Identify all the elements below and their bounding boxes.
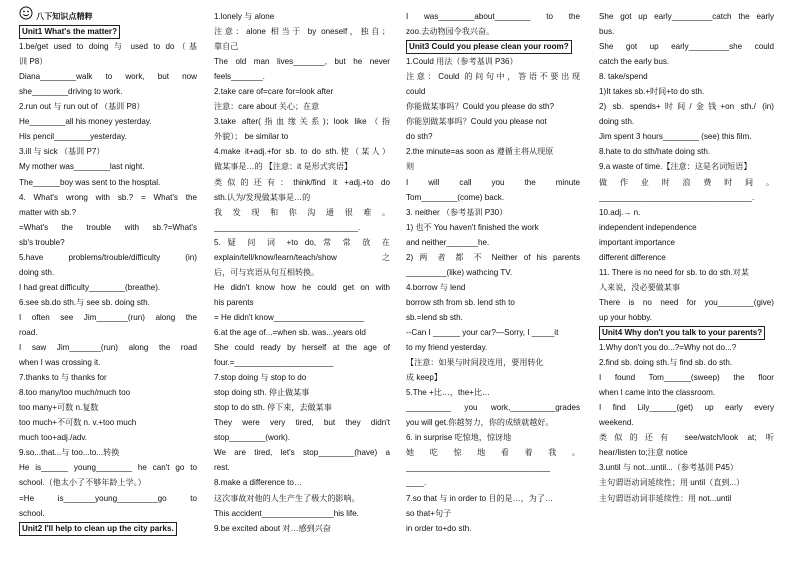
text-line bbox=[599, 114, 774, 129]
text-line-content: 1.Could 用法（参考基训 P36） bbox=[406, 57, 518, 67]
text-line bbox=[599, 39, 774, 54]
text-line-content: 4.borrow 与 lend bbox=[406, 282, 466, 292]
text-line-content: borrow sth from sb. lend sth to bbox=[406, 297, 515, 307]
text-line-content: rest. bbox=[214, 463, 230, 473]
text-line bbox=[599, 235, 774, 250]
text-line-content: She got up early_________catch the early bbox=[599, 12, 774, 21]
text-line bbox=[406, 24, 580, 39]
text-line bbox=[599, 54, 774, 69]
text-line bbox=[19, 280, 197, 295]
text-line bbox=[406, 265, 580, 280]
text-line-content: 你能别做某事吗？Could you please not bbox=[406, 117, 547, 127]
text-line bbox=[214, 114, 390, 129]
text-line-content: 8.make a difference to… bbox=[214, 478, 303, 488]
text-line bbox=[214, 54, 390, 69]
text-line-content: 1)It takes sb.+时间+to do sth. bbox=[599, 87, 705, 97]
text-line-content: --Can I ______ your car?—Sorry, I _____it bbox=[406, 327, 559, 337]
text-line-content: 类似的还有 see/watch/look at; 听 bbox=[599, 433, 774, 443]
text-line bbox=[19, 235, 197, 250]
text-line bbox=[214, 265, 390, 280]
text-line-content: His pencil________yesterday. bbox=[19, 132, 127, 142]
text-line bbox=[214, 24, 390, 39]
text-line-content: The______boy was sent to the hosptal. bbox=[19, 177, 161, 187]
text-line-content: _________(like) wathcing TV. bbox=[406, 267, 513, 277]
text-line bbox=[599, 84, 774, 99]
text-line bbox=[19, 295, 197, 310]
text-line-content: I will call you the minute bbox=[406, 177, 580, 187]
text-line-content: she________driving to work. bbox=[19, 87, 123, 97]
text-line-content: He is______ young________ he can't go to bbox=[19, 463, 197, 473]
text-line bbox=[214, 445, 390, 460]
text-line-content: They were very tired, but they didn't bbox=[214, 418, 390, 428]
text-line bbox=[214, 235, 390, 250]
text-line-content: I saw Jim_______(run) along the road bbox=[19, 343, 197, 353]
text-line bbox=[406, 310, 580, 325]
text-line bbox=[214, 415, 390, 430]
text-line-content: 我 发 现 和 你 沟 通 很 难 。 bbox=[214, 207, 390, 217]
text-line bbox=[19, 310, 197, 325]
doc-title-text: 八下知识点精粹 bbox=[36, 12, 93, 21]
text-line bbox=[19, 445, 197, 460]
text-line-content: up your hobby. bbox=[599, 312, 652, 322]
text-line bbox=[19, 415, 197, 430]
text-line bbox=[214, 175, 390, 190]
text-line-content: =He is_______young_________go to bbox=[19, 493, 197, 503]
text-line-content: sb.=lend sb sth. bbox=[406, 312, 463, 322]
text-line-content: I had great difficulty________(breathe). bbox=[19, 282, 161, 292]
text-line bbox=[19, 250, 197, 265]
text-line-content: 7.thanks to 与 thanks for bbox=[19, 373, 107, 383]
text-line-content: 2.take care of=care for=look after bbox=[214, 87, 334, 97]
text-line bbox=[19, 144, 197, 159]
text-line bbox=[406, 521, 580, 536]
text-line-content: his parents bbox=[214, 297, 254, 307]
text-line bbox=[406, 159, 580, 174]
text-line bbox=[19, 129, 197, 144]
text-line bbox=[599, 491, 774, 506]
text-line-content: This accident________________his life. bbox=[214, 508, 359, 518]
text-line bbox=[19, 460, 197, 475]
text-line bbox=[599, 69, 774, 84]
text-line-content: 10.adj.→ n. bbox=[599, 207, 641, 217]
text-line-content: doing sth. bbox=[599, 117, 635, 127]
text-line bbox=[19, 175, 197, 190]
text-line bbox=[214, 99, 390, 114]
text-line-content: 2.run out 与 run out of （基训 P8） bbox=[19, 102, 145, 112]
text-line-content: 靠自己 bbox=[214, 42, 239, 52]
text-line bbox=[599, 265, 774, 280]
text-line-content: 5.The +比…，the+比… bbox=[406, 388, 491, 398]
text-line bbox=[214, 355, 390, 370]
unit-heading-text: Unit1 What's the matter? bbox=[19, 25, 120, 39]
text-line bbox=[19, 205, 197, 220]
text-line-content: stop to do sth. 停下来，去做某事 bbox=[214, 403, 332, 413]
unit-heading bbox=[599, 325, 774, 340]
text-line bbox=[599, 385, 774, 400]
text-line bbox=[19, 39, 197, 54]
text-line-content: The old man lives_______, but he never bbox=[214, 57, 390, 67]
text-line-content: __________ you work,__________grades bbox=[406, 403, 580, 413]
text-line-content: 你能做某事吗？Could you please do sth? bbox=[406, 102, 555, 112]
text-line bbox=[214, 144, 390, 159]
text-line-content: 【注意：如果与时间段连用，要用转化 bbox=[406, 358, 544, 368]
text-line-content: There is no need for you________(give) bbox=[599, 297, 774, 307]
text-line-content: __________________________________. bbox=[599, 192, 755, 202]
text-line-content: feels_______. bbox=[214, 72, 265, 82]
text-line-content: 类似的还有：think/find it +adj.+to do bbox=[214, 177, 390, 187]
text-line bbox=[406, 190, 580, 205]
text-line-content: I often see Jim_______(run) along the bbox=[19, 312, 197, 322]
text-line-content: 9.be excited about 对…感到兴奋 bbox=[214, 523, 331, 533]
text-line-content: you will get.你越努力，你的成绩就越好。 bbox=[406, 418, 554, 428]
text-line-content: ____. bbox=[406, 478, 427, 488]
text-line-content: 7.so that 与 in order to 目的是…，为了… bbox=[406, 493, 554, 503]
text-line-content: 2.find sb. doing sth.与 find sb. do sth. bbox=[599, 358, 733, 368]
unit-heading-text: Unit2 I'll help to clean up the city parks. bbox=[19, 522, 177, 536]
text-line-content: independent independence bbox=[599, 222, 697, 232]
unit-heading-text: Unit4 Why don't you talk to your parents? bbox=[599, 326, 765, 340]
text-line-content: He didn't know how he could get on with bbox=[214, 282, 390, 292]
text-line-content: 后，可与宾语从句互相转换。 bbox=[214, 267, 320, 277]
text-line bbox=[406, 430, 580, 445]
text-line bbox=[214, 385, 390, 400]
text-line-content: weekend. bbox=[599, 418, 634, 428]
text-line-content: stop________(work). bbox=[214, 433, 291, 443]
text-line-content: 注意：care about 关心；在意 bbox=[214, 102, 320, 112]
text-line bbox=[599, 445, 774, 460]
text-line-content: and neither_______he. bbox=[406, 237, 490, 247]
text-line bbox=[406, 84, 580, 99]
text-line bbox=[19, 491, 197, 506]
text-line-content: doing sth. bbox=[19, 267, 55, 277]
text-line bbox=[406, 460, 580, 475]
text-line bbox=[406, 99, 580, 114]
text-line bbox=[406, 114, 580, 129]
text-line-content: 1.lonely 与 alone bbox=[214, 12, 275, 21]
text-line bbox=[214, 220, 390, 235]
text-line bbox=[214, 190, 390, 205]
text-line bbox=[214, 506, 390, 521]
text-line-content: 9.so...that...与 too...to...转换 bbox=[19, 448, 120, 458]
text-line bbox=[214, 295, 390, 310]
text-line bbox=[406, 415, 580, 430]
column-2 bbox=[214, 9, 390, 536]
text-line-content: school. bbox=[19, 508, 45, 518]
text-line-content: = He didn't know____________________ bbox=[214, 312, 364, 322]
text-line-content: 主句谓语动词非延续性：用 not...until bbox=[599, 493, 732, 503]
text-line-content: when I came into the classroom. bbox=[599, 388, 716, 398]
text-line-content: stop doing sth. 停止做某事 bbox=[214, 388, 310, 398]
text-line bbox=[214, 250, 390, 265]
text-line-content: 4. What's wrong with sb.? = What's the bbox=[19, 192, 197, 202]
text-line bbox=[406, 355, 580, 370]
text-line-content: hear/listen to;注意 notice bbox=[599, 448, 688, 458]
text-line bbox=[19, 325, 197, 340]
text-line bbox=[406, 220, 580, 235]
text-line-content: 主句谓语动词延续性；用 until（直到...） bbox=[599, 478, 745, 488]
text-line-content: 外貌）； be similar to bbox=[214, 132, 289, 142]
text-line-content: My mother was________last night. bbox=[19, 162, 145, 172]
text-line-content: matter with sb.? bbox=[19, 207, 77, 217]
text-line bbox=[599, 280, 774, 295]
text-line bbox=[19, 159, 197, 174]
text-line bbox=[19, 54, 197, 69]
text-line bbox=[406, 340, 580, 355]
text-line bbox=[406, 144, 580, 159]
text-line bbox=[19, 385, 197, 400]
text-line bbox=[19, 265, 197, 280]
text-line-content: 8. take/spend bbox=[599, 72, 648, 82]
text-line-content: 7.stop doing 与 stop to do bbox=[214, 373, 307, 383]
text-line-content: too much+不可数 n. v.+too much bbox=[19, 418, 137, 428]
text-line-content: Jim spent 3 hours________ (see) this film. bbox=[599, 132, 752, 142]
text-line bbox=[214, 370, 390, 385]
text-line bbox=[599, 340, 774, 355]
text-line bbox=[19, 340, 197, 355]
text-line-content: road. bbox=[19, 327, 38, 337]
text-line bbox=[19, 84, 197, 99]
text-line bbox=[406, 9, 580, 24]
text-line-content: 3. neither （参考基训 P30） bbox=[406, 207, 508, 217]
text-line-content: so that+句子 bbox=[406, 508, 452, 518]
text-line bbox=[406, 129, 580, 144]
text-line bbox=[599, 370, 774, 385]
text-line bbox=[214, 159, 390, 174]
text-line bbox=[599, 430, 774, 445]
text-line bbox=[406, 69, 580, 84]
text-line-content: She got up early_________she could bbox=[599, 42, 774, 52]
text-line-content: 这次事故对他的人生产生了极大的影响。 bbox=[214, 493, 360, 503]
text-line bbox=[214, 400, 390, 415]
text-line-content: 1.be/get used to doing 与 used to do（基 bbox=[19, 42, 197, 52]
text-line-content: 则 bbox=[406, 162, 415, 172]
text-line-content: 做 作 业 时 浪 费 时 间 。 bbox=[599, 177, 774, 187]
text-line-content: 9.a waste of time.【注意：这是名词短语】 bbox=[599, 162, 752, 172]
text-line-content: 4.make it+adj.+for sb. to do sth.使（某人） bbox=[214, 147, 390, 157]
text-line bbox=[214, 475, 390, 490]
text-line bbox=[214, 39, 390, 54]
text-line-content: catch the early bus. bbox=[599, 57, 670, 67]
text-line bbox=[599, 175, 774, 190]
text-line-content: 2.the minute=as soon as 遵循主将从现原 bbox=[406, 147, 554, 157]
text-line-content: 8.too many/too much/much too bbox=[19, 388, 131, 398]
text-line-content: 6.at the age of...=when sb. was...years old bbox=[214, 327, 366, 337]
text-line bbox=[19, 430, 197, 445]
text-line-content: much too+adj./adv. bbox=[19, 433, 88, 443]
text-line bbox=[406, 325, 580, 340]
text-line-content: 她 吃 惊 地 看 着 我 。 bbox=[406, 448, 580, 458]
text-line bbox=[214, 460, 390, 475]
text-line-content: 注意：alone 相当于 by oneself，独自； bbox=[214, 27, 390, 37]
text-line-content: 11. There is no need for sb. to do sth.对某 bbox=[599, 267, 749, 277]
text-line bbox=[19, 475, 197, 490]
text-line-content: too many+可数 n.复数 bbox=[19, 403, 99, 413]
text-line-content: We are tired, let's stop________(have) a bbox=[214, 448, 390, 458]
text-line bbox=[19, 69, 197, 84]
text-line bbox=[19, 506, 197, 521]
text-line-content: I find Lily______(get) up early every bbox=[599, 403, 774, 413]
text-line-content: Tom________(come) back. bbox=[406, 192, 505, 202]
text-line bbox=[214, 310, 390, 325]
text-line-content: zoo.去动物园令我兴奋。 bbox=[406, 27, 495, 37]
text-line-content: 人来说，没必要做某事 bbox=[599, 282, 680, 292]
text-line-content: explain/tell/know/learn/teach/show 之 bbox=[214, 252, 390, 262]
text-line bbox=[406, 385, 580, 400]
text-line-content: bus. bbox=[599, 27, 615, 37]
text-line bbox=[599, 129, 774, 144]
text-line bbox=[214, 340, 390, 355]
text-line bbox=[406, 400, 580, 415]
text-line-content: different difference bbox=[599, 252, 666, 262]
text-line bbox=[214, 430, 390, 445]
text-line-content: ________________________________ bbox=[406, 463, 551, 473]
text-line-content: =What's the trouble with sb.?=What's bbox=[19, 222, 197, 232]
text-line bbox=[19, 355, 197, 370]
text-line bbox=[599, 415, 774, 430]
text-line-content: four.=______________________ bbox=[214, 358, 334, 368]
text-line-content: Diana________walk to work, but now bbox=[19, 72, 197, 82]
text-line bbox=[599, 400, 774, 415]
text-line-content: 训 P8） bbox=[19, 57, 48, 67]
text-line bbox=[19, 99, 197, 114]
text-line-content: 3.take after(指血缘关系)；look like（指 bbox=[214, 117, 390, 127]
text-line bbox=[19, 114, 197, 129]
text-line bbox=[599, 9, 774, 24]
text-line-content: I was________about________ to the bbox=[406, 12, 580, 21]
text-line bbox=[599, 250, 774, 265]
text-line-content: 做某事是…的 【注意：it 是形式宾语】 bbox=[214, 162, 353, 172]
text-line bbox=[599, 355, 774, 370]
text-line bbox=[406, 235, 580, 250]
text-line bbox=[599, 220, 774, 235]
text-line-content: in order to+do sth. bbox=[406, 523, 472, 533]
text-line-content: 5. 疑 问 词 +to do, 常 常 放 在 bbox=[214, 237, 390, 247]
text-line bbox=[406, 205, 580, 220]
text-line bbox=[599, 205, 774, 220]
text-line bbox=[214, 84, 390, 99]
text-line bbox=[406, 445, 580, 460]
text-line bbox=[599, 295, 774, 310]
text-line bbox=[406, 54, 580, 69]
text-line-content: He________all his money yesterday. bbox=[19, 117, 152, 127]
text-line-content: 1.Why don't you do...?=Why not do...? bbox=[599, 343, 737, 353]
text-line bbox=[19, 370, 197, 385]
text-line bbox=[406, 506, 580, 521]
unit-heading-text: Unit3 Could you please clean your room? bbox=[406, 40, 572, 54]
text-line bbox=[406, 175, 580, 190]
text-line-content: She could ready by herself at the age of bbox=[214, 343, 390, 353]
text-line bbox=[19, 400, 197, 415]
text-line-content: do sth? bbox=[406, 132, 433, 142]
doc-title bbox=[19, 9, 197, 24]
text-line-content: when I was crossing it. bbox=[19, 358, 101, 368]
text-line-content: sth.认为/发现做某事是…的 bbox=[214, 192, 311, 202]
text-line bbox=[214, 69, 390, 84]
text-line-content: important importance bbox=[599, 237, 676, 247]
text-line-content: 注意：Could 的问句中，答语不要出现 bbox=[406, 72, 580, 82]
text-line-content: 1) 也不 You haven't finished the work bbox=[406, 222, 539, 232]
column-1 bbox=[19, 9, 197, 536]
text-line bbox=[599, 190, 774, 205]
text-line-content: ________________________________. bbox=[214, 222, 361, 232]
text-line-content: to my friend yesterday. bbox=[406, 343, 488, 353]
text-line bbox=[214, 491, 390, 506]
text-line-content: 成 keep】 bbox=[406, 373, 442, 383]
text-line bbox=[406, 280, 580, 295]
text-line-content: I found Tom______(sweep) the floor bbox=[599, 373, 774, 383]
text-line-content: 8.hate to do sth/hate doing sth. bbox=[599, 147, 711, 157]
text-line bbox=[599, 99, 774, 114]
column-3 bbox=[406, 9, 580, 536]
text-line bbox=[214, 205, 390, 220]
text-line-content: 3.ill 与 sick （基训 P7） bbox=[19, 147, 105, 157]
text-line bbox=[599, 460, 774, 475]
column-4 bbox=[599, 9, 774, 506]
text-line-content: 2) 两 者 都 不 Neither of his parents bbox=[406, 252, 580, 262]
text-line bbox=[214, 129, 390, 144]
text-line bbox=[599, 144, 774, 159]
text-line bbox=[599, 24, 774, 39]
text-line-content: 6.see sb.do sth.与 see sb. doing sth. bbox=[19, 297, 150, 307]
unit-heading bbox=[406, 39, 580, 54]
text-line bbox=[214, 9, 390, 24]
unit-heading bbox=[19, 24, 197, 39]
text-line bbox=[599, 475, 774, 490]
text-line-content: 3.until 与 not...until...（参考基训 P45） bbox=[599, 463, 738, 473]
text-line-content: school.（他太小了不够年龄上学。） bbox=[19, 478, 146, 488]
text-line bbox=[406, 370, 580, 385]
text-line bbox=[214, 280, 390, 295]
text-line bbox=[406, 491, 580, 506]
text-line-content: 2) sb. spends+时间/金钱+on sth./ (in) bbox=[599, 102, 774, 112]
text-line-content: 6. in surprise 吃惊地，惊讶地 bbox=[406, 433, 512, 443]
text-line bbox=[214, 325, 390, 340]
text-line bbox=[19, 220, 197, 235]
text-line bbox=[599, 310, 774, 325]
text-line bbox=[406, 475, 580, 490]
text-line bbox=[214, 521, 390, 536]
text-line-content: 5.have problems/trouble/difficulty (in) bbox=[19, 252, 197, 262]
text-line bbox=[19, 190, 197, 205]
unit-heading bbox=[19, 521, 197, 536]
text-line bbox=[406, 295, 580, 310]
text-line bbox=[599, 159, 774, 174]
text-line bbox=[406, 250, 580, 265]
text-line-content: sb's trouble? bbox=[19, 237, 65, 247]
text-line-content: could bbox=[406, 87, 426, 97]
